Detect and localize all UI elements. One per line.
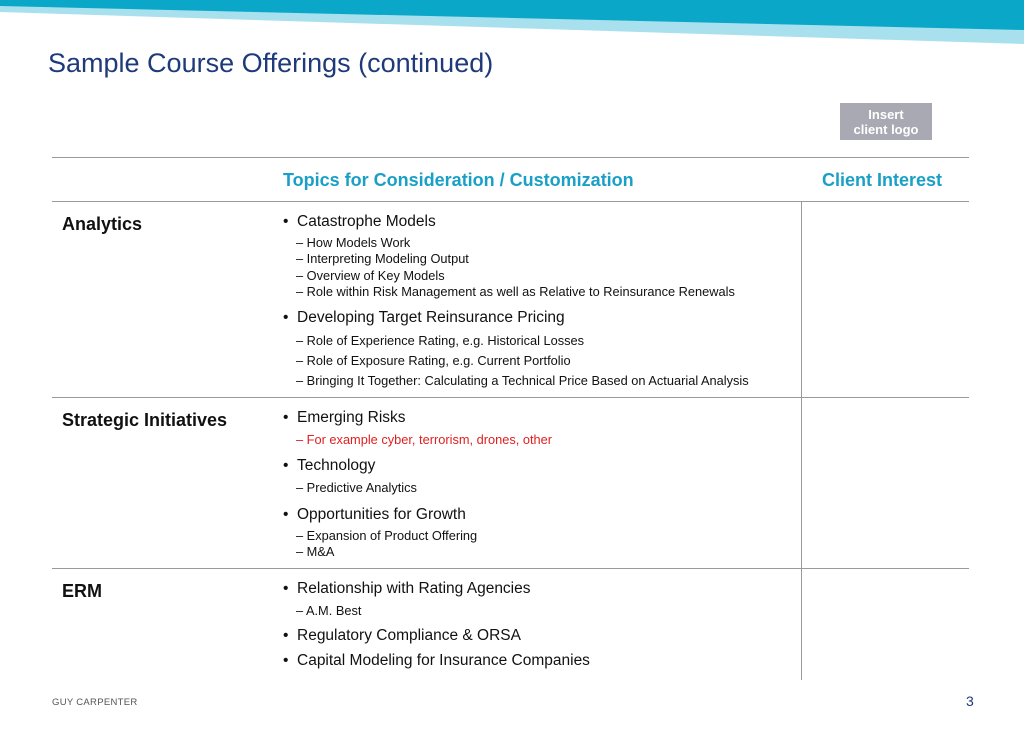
topic-item bbox=[283, 409, 406, 427]
subtopic-item: – M&A bbox=[296, 544, 335, 559]
bullet-icon: • bbox=[283, 627, 289, 644]
subtopic-item: – How Models Work bbox=[296, 235, 411, 250]
topic-title: Regulatory Compliance & ORSA bbox=[297, 627, 521, 644]
footer-company-name: GUY CARPENTER bbox=[52, 697, 138, 708]
topics-column-header: Topics for Consideration / Customization bbox=[283, 170, 634, 190]
topic-title: Catastrophe Models bbox=[297, 213, 436, 230]
subtopic-item: – A.M. Best bbox=[296, 603, 362, 618]
topic-item bbox=[283, 457, 375, 475]
topic-title: Relationship with Rating Agencies bbox=[297, 580, 531, 597]
topic-title: Emerging Risks bbox=[297, 409, 406, 426]
subtopic-item: – Overview of Key Models bbox=[296, 268, 445, 283]
page-title: Sample Course Offerings (continued) bbox=[48, 48, 494, 78]
column-divider bbox=[801, 201, 802, 680]
bullet-icon: • bbox=[283, 409, 289, 426]
subtopic-item: – Predictive Analytics bbox=[296, 480, 417, 495]
header-bottom-rule bbox=[52, 201, 969, 202]
row-label-strategic-initiatives: Strategic Initiatives bbox=[62, 410, 228, 430]
topic-item bbox=[283, 213, 436, 231]
bullet-icon: • bbox=[283, 506, 289, 523]
table-top-rule bbox=[52, 157, 969, 158]
client-interest-column-header: Client Interest bbox=[822, 170, 943, 190]
row-divider bbox=[52, 397, 969, 398]
topic-item bbox=[283, 506, 466, 524]
subtopic-item: – Role within Risk Management as well as Relative to Reinsurance Renewals bbox=[296, 284, 735, 299]
client-logo-placeholder bbox=[840, 103, 932, 140]
topic-title: Technology bbox=[297, 457, 376, 474]
topic-item bbox=[283, 309, 565, 327]
topic-title: Developing Target Reinsurance Pricing bbox=[297, 309, 565, 326]
row-divider bbox=[52, 568, 969, 569]
bullet-icon: • bbox=[283, 457, 289, 474]
topic-title: Opportunities for Growth bbox=[297, 506, 466, 523]
subtopic-item: – Expansion of Product Offering bbox=[296, 528, 478, 543]
subtopic-item: – Role of Experience Rating, e.g. Historical Losses bbox=[296, 333, 585, 348]
row-label-erm: ERM bbox=[62, 581, 102, 601]
topic-title: Capital Modeling for Insurance Companies bbox=[297, 652, 590, 669]
subtopic-item: – Role of Exposure Rating, e.g. Current Portfolio bbox=[296, 353, 571, 368]
subtopic-item: – Bringing It Together: Calculating a Technical Price Based on Actuarial Analysis bbox=[296, 373, 749, 388]
topic-item bbox=[283, 652, 590, 670]
bullet-icon: • bbox=[283, 309, 289, 326]
bullet-icon: • bbox=[283, 580, 289, 597]
logo-placeholder-line1: Insert bbox=[868, 107, 904, 122]
subtopic-item: – Interpreting Modeling Output bbox=[296, 251, 469, 266]
topic-item bbox=[283, 580, 531, 598]
bullet-icon: • bbox=[283, 652, 289, 669]
page-number: 3 bbox=[966, 693, 974, 709]
header-banner bbox=[0, 0, 1024, 50]
bullet-icon: • bbox=[283, 213, 289, 230]
row-label-analytics: Analytics bbox=[62, 214, 143, 234]
logo-placeholder-line2: client logo bbox=[853, 122, 919, 137]
subtopic-item-highlighted: – For example cyber, terrorism, drones, other bbox=[296, 432, 553, 447]
topic-item bbox=[283, 627, 521, 645]
